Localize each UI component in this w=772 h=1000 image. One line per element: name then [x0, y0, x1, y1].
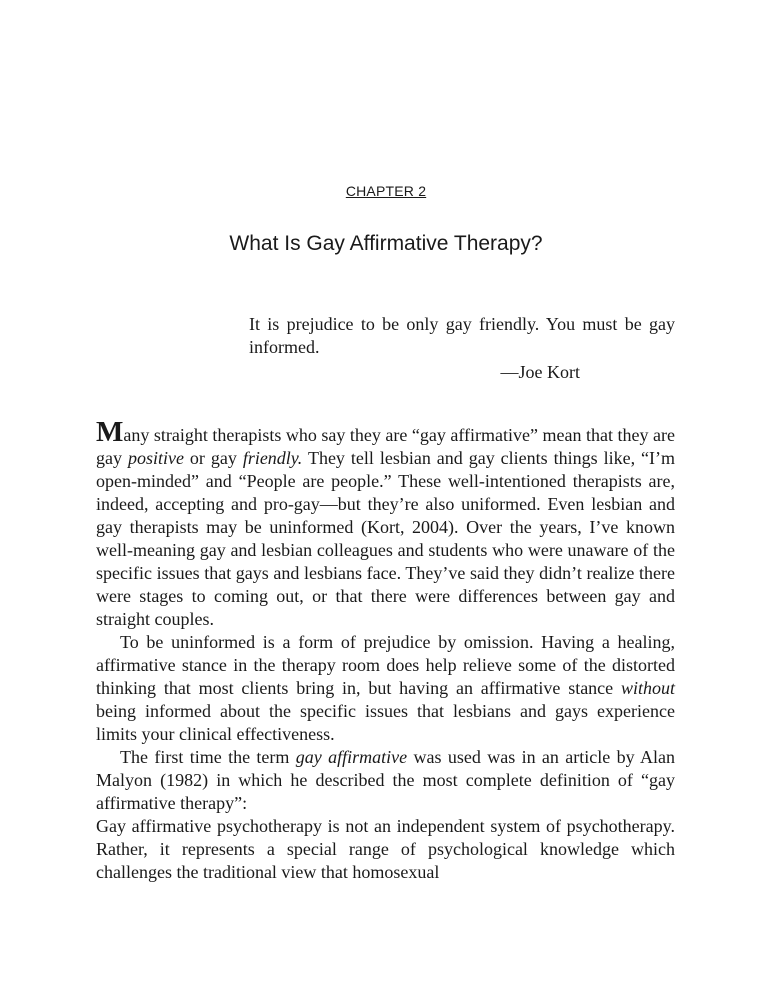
p3-text-2: was used was in an article by Alan Malyon (1982) in which he described the most complete definition of “gay affirmative therapy”:	[96, 747, 675, 813]
chapter-title: What Is Gay Affirmative Therapy?	[229, 232, 543, 255]
p1-emphasis-positive: positive	[127, 448, 184, 468]
p1-emphasis-friendly: friendly.	[242, 448, 303, 468]
drop-cap: M	[96, 416, 124, 448]
body-text	[96, 416, 676, 884]
paragraph-1	[96, 416, 676, 631]
p3-emphasis-gay-affirmative: gay affirmative	[295, 747, 408, 767]
epigraph	[249, 313, 675, 384]
epigraph-attribution: —Joe Kort	[500, 362, 580, 382]
p1-text-3: They tell lesbian and gay clients things like, “I’m open-minded” and “People are people.” These well-intentioned therapists are, indeed, accepting and pro-gay—but they’re also uniformed. Even lesbian and gay therapists may be uninformed (Kort, 2004). Over the years, I’ve known well-meaning gay and lesbian colleagues and students who were unaware of the specific issues that gays and lesbians face. They’ve said they didn’t realize there were stages to coming out, or that there were differences between gay and straight couples.	[96, 448, 676, 629]
paragraph-2	[96, 631, 675, 746]
p2-text-1: To be uninformed is a form of prejudice by omission. Having a healing, affirmative stance in the therapy room does help relieve some of the distorted thinking that most clients bring in, but having an affirmative stance	[96, 632, 675, 698]
block-quote: Gay affirmative psychotherapy is not an independent system of psychotherapy. Rather, it represents a special range of psychological knowledge which challenges the traditional view that homosexual	[96, 816, 675, 882]
p1-text-2: or gay	[183, 448, 243, 468]
p3-text-1: The first time the term	[120, 747, 296, 767]
p2-emphasis-without: without	[620, 678, 675, 698]
p2-text-2: being informed about the specific issues that lesbians and gays experience limits your clinical effectiveness.	[96, 701, 675, 744]
epigraph-quote: It is prejudice to be only gay friendly. You must be gay informed.	[249, 314, 675, 357]
p1-text-1: any straight therapists who say they are “gay affirmative” mean that they are gay	[96, 425, 675, 468]
paragraph-3	[96, 746, 675, 815]
chapter-label: CHAPTER 2	[345, 183, 427, 199]
